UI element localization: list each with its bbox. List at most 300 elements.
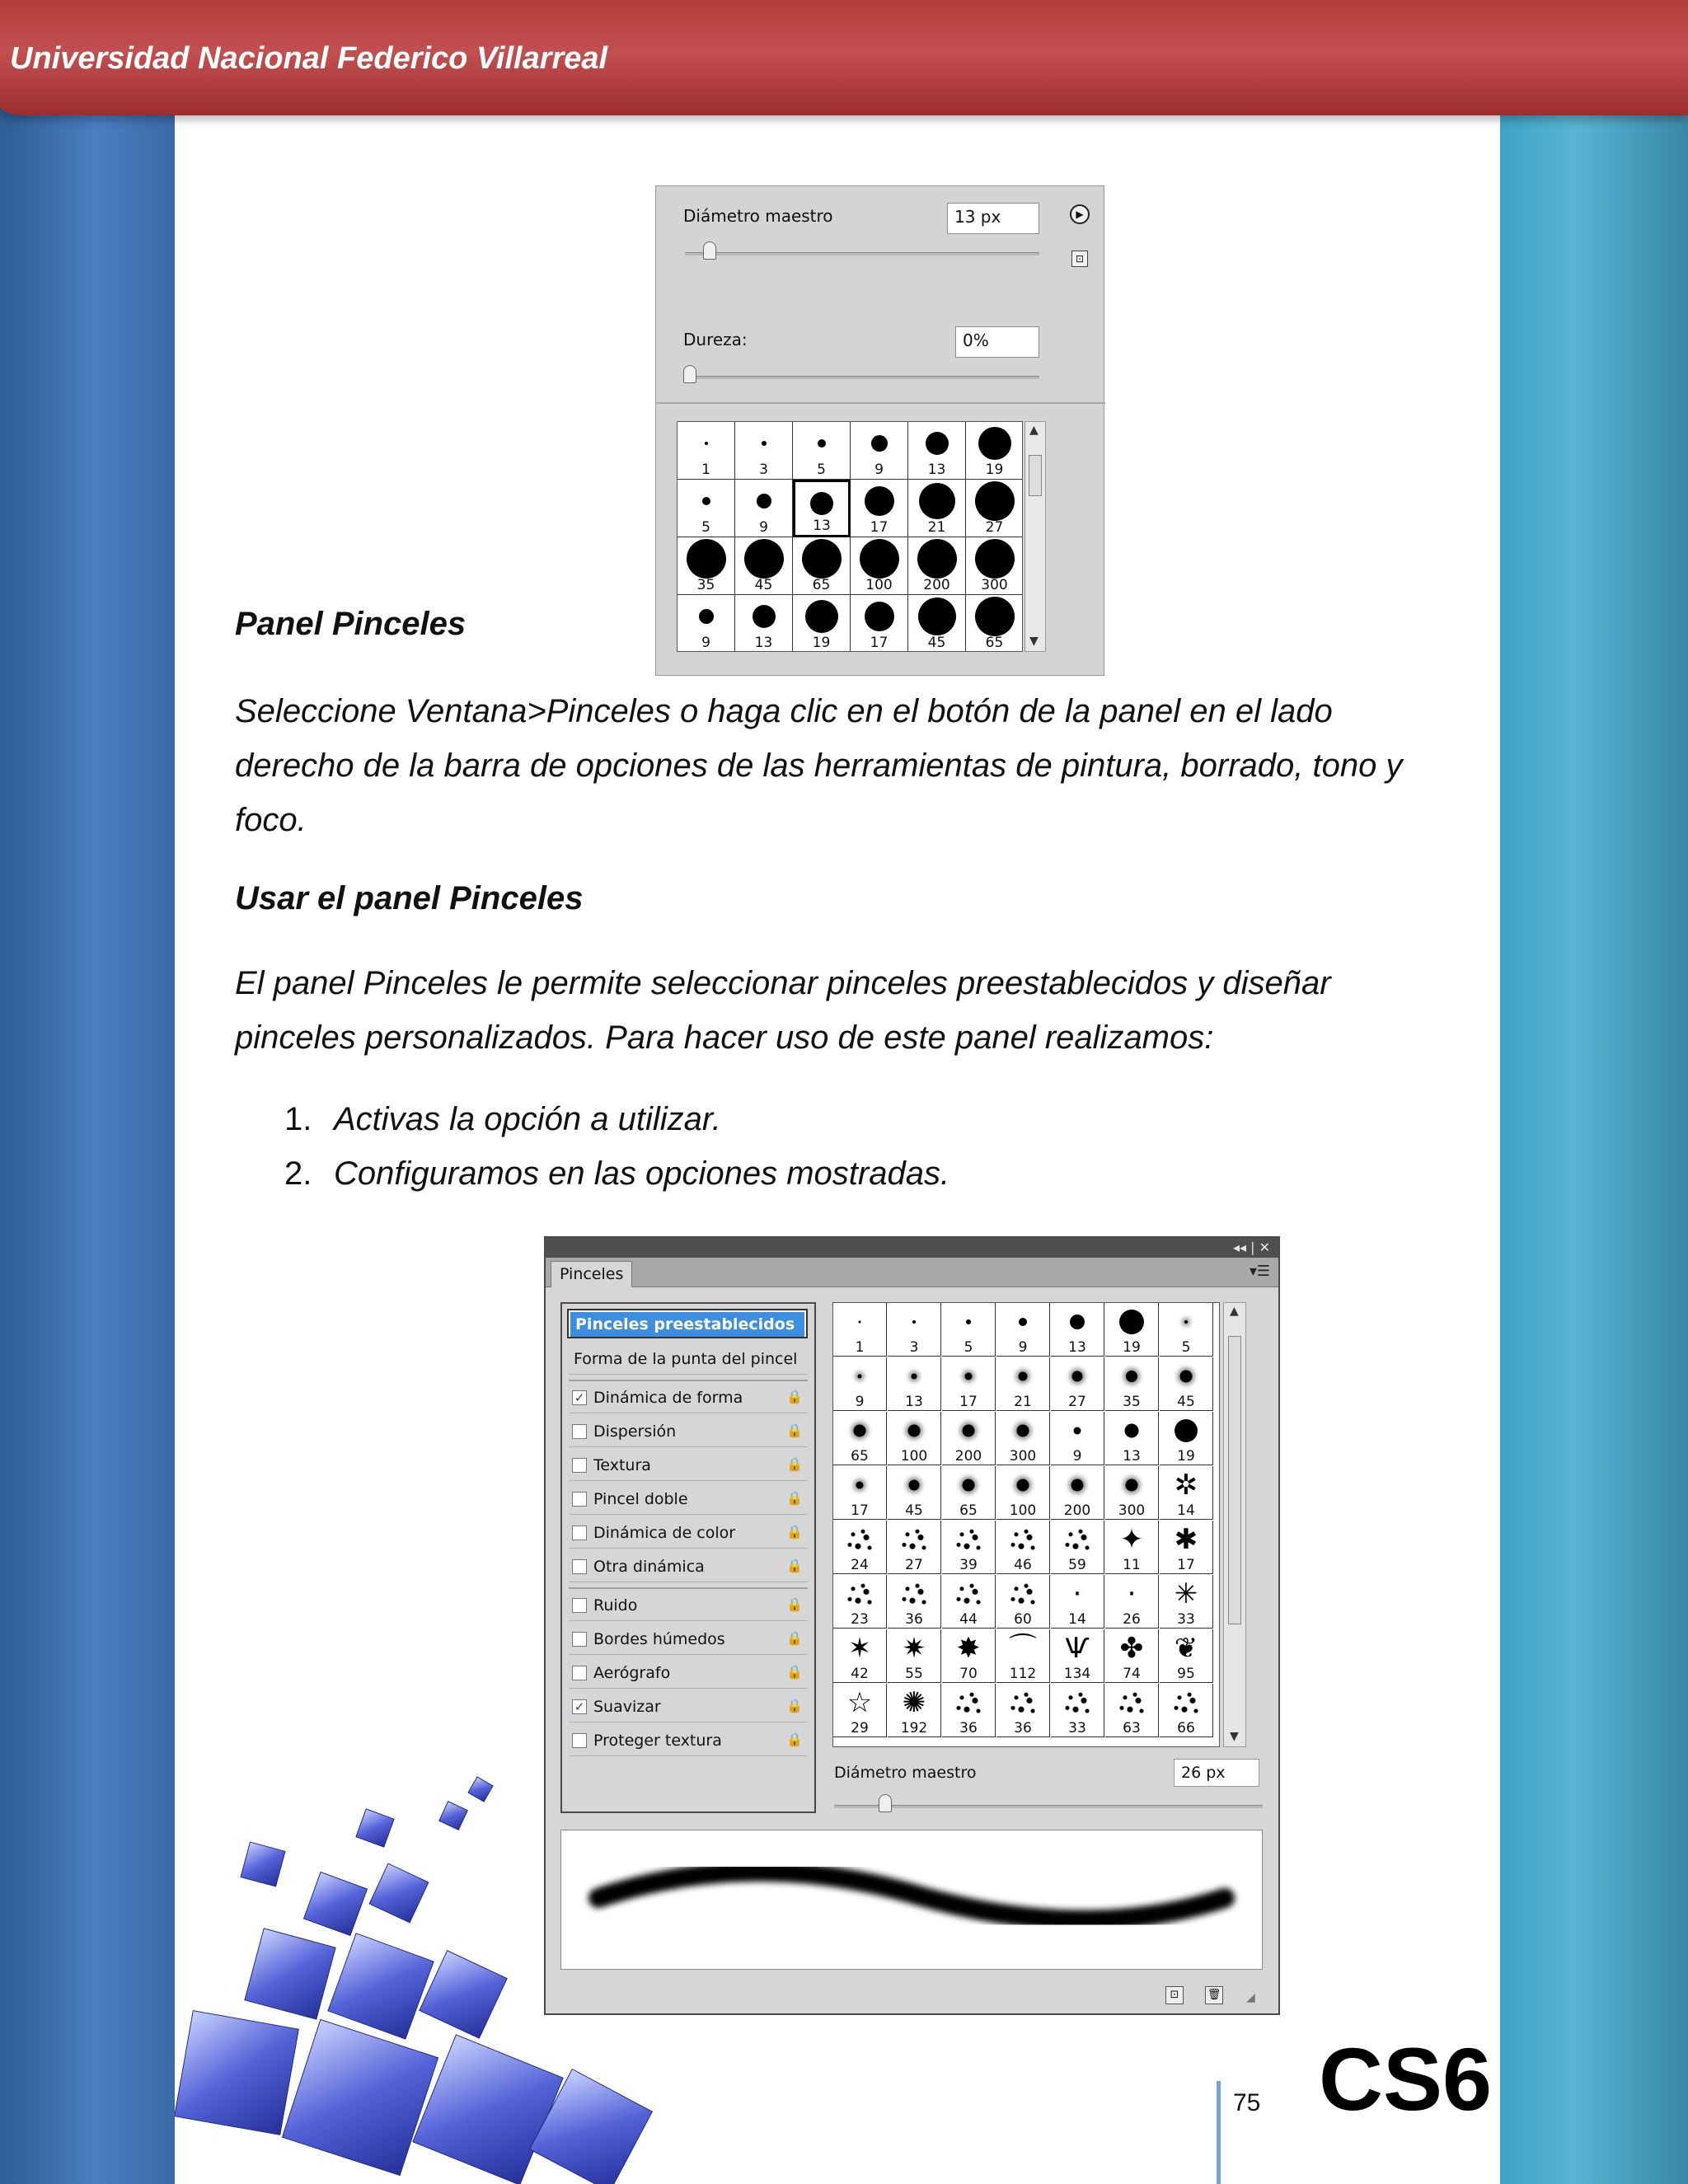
brush-tip-cell[interactable] [1160,1575,1213,1629]
brush-tip-dot [975,597,1015,636]
brush-tip-cell[interactable] [1051,1357,1104,1411]
soft-brush-tip [1126,1479,1138,1492]
brush-size-label: 13 [1123,1448,1141,1465]
textured-brush-tip [898,1526,931,1555]
brush-size-label: 100 [865,577,893,593]
options-separator [569,1587,808,1589]
shape-brush-tip: ☆ [846,1686,873,1719]
brush-tip-dot [918,598,956,635]
hardness-input[interactable]: 0% [955,326,1039,358]
brush-tip-cell[interactable] [942,1357,996,1411]
brush-option-label: Aerógrafo [593,1664,671,1682]
brush-option-label: Forma de la punta del pincel [574,1350,798,1368]
brush-option-row[interactable] [569,1693,808,1722]
brush-size-label: 35 [696,577,715,593]
brush-tip-cell[interactable] [888,1684,941,1737]
brush-size-label: 1 [701,462,710,478]
brush-option-row[interactable] [569,1591,808,1621]
brush-tip-cell[interactable] [942,1629,996,1683]
brush-size-label: 13 [813,518,831,534]
brush-size-label: 63 [1123,1720,1141,1736]
brush-option-row[interactable] [569,1519,808,1549]
diameter-slider-thumb[interactable] [703,241,716,260]
brush-tip-cell[interactable] [833,1629,887,1683]
brush-tip-dot [975,481,1015,521]
brush-preset-cell[interactable] [793,537,851,595]
brush-tip-dot [753,605,776,628]
textured-brush-tip [952,1689,985,1718]
panel-tabbar [546,1258,1278,1287]
panel-menu-arrow-icon[interactable]: ▶ [1070,204,1090,224]
brush-option-label: Otra dinámica [593,1558,705,1576]
brush-option-row[interactable] [569,1384,808,1413]
shape-brush-tip: ✱ [1174,1523,1198,1556]
soft-brush-tip [1071,1479,1084,1492]
brush-tip-dot [762,441,767,446]
brush-size-label: 24 [851,1557,869,1573]
brush-tip-dot [917,539,957,579]
right-decorative-band [1500,91,1688,2184]
brush-size-label: 17 [851,1502,869,1519]
checkbox[interactable] [572,1526,587,1540]
scroll-up-icon[interactable]: ▲ [1230,1305,1239,1318]
brush-preset-cell[interactable] [851,537,908,595]
checkbox-checked[interactable]: ✓ [572,1699,587,1714]
brush-size-label: 27 [905,1557,923,1573]
brush-preset-cell[interactable] [908,537,966,595]
brush-tip-dot [919,483,955,519]
brush-tip-cell[interactable] [1051,1466,1104,1520]
scroll-up-icon[interactable]: ▲ [1029,424,1039,437]
brush-size-label: 45 [905,1502,923,1519]
brush-tip-cell[interactable] [1105,1466,1159,1520]
brush-size-label: 3 [909,1339,919,1356]
brush-tip-dot [860,539,899,579]
brush-size-label: 36 [905,1611,923,1628]
soft-brush-tip [1072,1371,1083,1382]
shape-brush-tip: Ѱ [1065,1632,1090,1665]
textured-brush-tip [1006,1580,1039,1610]
list-text: Configuramos en las opciones mostradas. [334,1155,950,1192]
brush-tip-grid [832,1302,1220,1747]
brush-tip-scrollbar[interactable] [1223,1302,1246,1747]
checkbox[interactable] [572,1598,587,1613]
brush-preset-cell[interactable] [678,480,735,537]
brush-size-label: 200 [1063,1502,1091,1519]
brush-size-label: 17 [1177,1557,1195,1573]
brush-option-row[interactable] [569,1553,808,1582]
list-item [284,1146,950,1201]
heading-usar-panel: Usar el panel Pinceles [235,880,584,916]
brush-tip-cell[interactable] [1051,1412,1104,1465]
brush-tip-dot [702,497,710,505]
brush-size-label: 3 [759,462,768,478]
lock-icon[interactable]: 🔒 [786,1456,803,1472]
list-item [284,1092,950,1146]
lock-icon[interactable]: 🔒 [786,1422,803,1438]
paragraph-2: El panel Pinceles le permite seleccionar pinceles preestablecidos y diseñar pinceles personalizados. Para hacer uso de este panel realizamos: [235,965,1331,1056]
brush-tip-cell[interactable] [888,1629,941,1683]
brush-tip-cell[interactable] [833,1684,887,1737]
soft-brush-tip [963,1479,975,1492]
brush-tip-cell[interactable] [833,1466,887,1520]
checkbox-checked[interactable]: ✓ [572,1390,587,1405]
brush-tip-cell[interactable] [942,1412,996,1465]
brush-tip-cell[interactable] [1051,1629,1104,1683]
brush-preset-cell[interactable] [908,595,966,652]
diameter-label: Diámetro maestro [683,206,833,226]
brush-tip-cell[interactable] [1051,1575,1104,1629]
brush-tip-cell[interactable] [942,1521,996,1574]
trash-icon[interactable]: 🗑 [1205,1986,1223,2004]
brush-option-label: Proteger textura [593,1732,722,1750]
brush-tip-dot [805,600,838,633]
scroll-down-icon[interactable]: ▼ [1230,1730,1239,1743]
lock-icon[interactable]: 🔒 [786,1732,803,1747]
heading-panel-pinceles: Panel Pinceles [235,606,467,642]
textured-brush-tip [952,1580,985,1610]
brush-size-label: 45 [1177,1394,1195,1410]
brush-size-label: 65 [851,1448,869,1465]
shape-brush-tip: ⌒ [1009,1632,1037,1665]
brush-size-label: 1 [855,1339,865,1356]
soft-brush-tip [963,1425,975,1437]
list-text: Activas la opción a utilizar. [334,1101,721,1137]
hard-brush-tip [859,1321,861,1324]
brush-tip-cell[interactable] [833,1357,887,1411]
brush-tip-cell[interactable] [942,1575,996,1629]
brush-size-label: 13 [754,635,773,651]
hard-brush-tip [1074,1427,1081,1435]
brush-tip-cell[interactable] [1105,1684,1159,1737]
brush-size-label: 14 [1068,1611,1086,1628]
brush-preset-cell[interactable] [908,480,966,537]
brush-option-label: Textura [593,1456,651,1474]
brush-preset-cell[interactable] [678,537,735,595]
checkbox[interactable] [572,1733,587,1748]
brush-option-row[interactable] [569,1727,808,1756]
brush-tip-cell[interactable] [996,1466,1050,1520]
brush-tip-cell[interactable] [1105,1629,1159,1683]
textured-brush-tip [1006,1689,1039,1718]
brush-tip-cell[interactable] [888,1521,941,1574]
brush-size-label: 95 [1177,1666,1195,1682]
brush-option-label: Suavizar [593,1698,661,1716]
brush-presets-label: Pinceles preestablecidos [570,1312,804,1337]
brush-size-label: 33 [1177,1611,1195,1628]
brush-size-label: 17 [870,635,889,651]
brush-size-label: 100 [1009,1502,1037,1519]
brush-tip-cell[interactable] [942,1466,996,1520]
brush-tip-dot [687,539,726,579]
checkbox[interactable] [572,1632,587,1647]
brush-size-label: 19 [985,462,1004,478]
brush-tip-cell[interactable] [888,1412,941,1465]
brush-presets-button[interactable] [567,1309,808,1338]
diameter-input[interactable]: 26 px [1174,1759,1259,1787]
soft-brush-tip [1017,1425,1029,1437]
brush-size-label: 23 [851,1611,869,1628]
brush-tip-cell[interactable] [996,1629,1050,1683]
brush-size-label: 65 [812,577,831,593]
shape-brush-tip: ✤ [1119,1632,1144,1665]
brush-tip-dot [926,432,949,455]
diameter-slider-track[interactable] [834,1805,1263,1808]
brush-size-label: 17 [959,1394,978,1410]
brush-tip-cell[interactable] [996,1412,1050,1465]
brush-option-label: Pincel doble [593,1490,688,1508]
textured-brush-tip [843,1526,876,1555]
brush-tip-cell[interactable] [888,1575,941,1629]
brush-size-label: 59 [1068,1557,1086,1573]
brush-tip-dot [699,609,714,624]
brush-option-label: Dinámica de forma [593,1389,743,1407]
brush-size-label: 9 [855,1394,865,1410]
hardness-slider-thumb[interactable] [683,365,696,383]
shape-brush-tip: ❦ [1174,1632,1198,1665]
brush-size-label: 70 [959,1666,978,1682]
brush-size-label: 9 [759,519,768,536]
lock-icon[interactable]: 🔒 [786,1558,803,1573]
brush-tip-cell[interactable] [888,1357,941,1411]
brush-tip-cell[interactable] [1105,1303,1159,1357]
brush-tip-cell[interactable] [1051,1521,1104,1574]
brush-size-label: 9 [874,462,884,478]
brush-tip-cell[interactable] [888,1303,941,1357]
brush-tip-dot [744,539,784,579]
soft-brush-tip [1184,1320,1188,1324]
brush-tip-cell[interactable] [996,1521,1050,1574]
brush-size-label: 11 [1123,1557,1141,1573]
hard-brush-tip [1019,1318,1027,1326]
brush-preset-cell[interactable] [966,537,1023,595]
brush-size-label: 13 [1068,1339,1086,1356]
checkbox[interactable] [572,1559,587,1574]
brush-size-label: 5 [964,1339,973,1356]
soft-brush-tip [854,1425,866,1437]
brush-preset-cell[interactable] [793,480,851,537]
brush-tip-dot [757,494,771,509]
brush-preset-cell[interactable] [966,595,1023,652]
brush-size-label: 46 [1014,1557,1032,1573]
soft-brush-tip [912,1374,917,1380]
brush-preset-cell[interactable] [735,595,793,652]
brush-tip-cell[interactable] [1051,1684,1104,1737]
brush-size-label: 17 [870,519,889,536]
shape-brush-tip: ✷ [902,1632,926,1665]
lock-icon[interactable]: 🔒 [786,1630,803,1646]
brush-tip-cell[interactable] [996,1575,1050,1629]
soft-brush-tip [1180,1371,1193,1383]
brush-size-label: 21 [927,519,946,536]
brush-option-row[interactable] [569,1451,808,1481]
list-number: 2. [284,1155,312,1192]
checkbox[interactable] [572,1458,587,1473]
brush-tip-dot [818,439,826,448]
lock-icon[interactable]: 🔒 [786,1698,803,1713]
brush-tip-dot [975,539,1015,579]
brush-option-row[interactable] [569,1418,808,1447]
brush-options-list [560,1302,816,1813]
lock-icon[interactable]: 🔒 [786,1389,803,1404]
panel-divider [656,402,1105,404]
brush-tip-cell[interactable] [996,1303,1050,1357]
brush-option-row[interactable] [569,1659,808,1689]
tab-pinceles[interactable]: Pinceles [551,1261,632,1287]
cs6-logo: CS6 [1319,2029,1493,2129]
brush-preset-cell[interactable] [735,537,793,595]
shape-brush-tip: ✲ [1174,1469,1198,1502]
hard-brush-tip [1175,1419,1198,1442]
brush-size-label: 9 [1072,1448,1082,1465]
brush-tip-cell[interactable] [833,1412,887,1465]
brush-size-label: 35 [1123,1394,1141,1410]
checkbox[interactable] [572,1666,587,1680]
checkbox[interactable] [572,1492,587,1507]
hard-brush-tip [1125,1424,1139,1438]
brush-preset-cell[interactable] [735,422,793,480]
brush-tip-cell[interactable] [1160,1466,1213,1520]
diameter-slider-track[interactable] [685,252,1039,255]
brush-preset-cell[interactable] [851,480,908,537]
brush-preset-cell[interactable] [851,422,908,480]
textured-brush-tip [1170,1689,1203,1718]
brush-size-label: 55 [905,1666,923,1682]
brush-tip-cell[interactable] [996,1357,1050,1411]
brush-tip-cell[interactable] [1160,1357,1213,1411]
brush-tip-dot [865,486,894,516]
brush-size-label: 42 [851,1666,869,1682]
brush-tip-dot [978,427,1011,460]
brush-preset-cell[interactable] [966,480,1023,537]
brush-preset-cell[interactable] [908,422,966,480]
soft-brush-tip [909,1480,920,1491]
panel-menu-icon[interactable]: ▾☰ [1249,1263,1270,1280]
brush-tip-cell[interactable] [833,1521,887,1574]
brush-size-label: 200 [954,1448,982,1465]
brush-size-label: 300 [1009,1448,1037,1465]
shape-brush-tip: · [1127,1577,1137,1610]
brush-preset-cell[interactable] [678,595,735,652]
new-preset-icon[interactable]: ⊡ [1071,251,1088,267]
brush-size-label: 36 [959,1720,978,1736]
brush-size-label: 65 [985,635,1004,651]
brush-tip-dot [865,602,894,631]
brush-size-label: 33 [1068,1720,1086,1736]
diameter-label: Diámetro maestro [834,1764,977,1782]
lock-icon[interactable]: 🔒 [786,1490,803,1506]
brush-size-label: 39 [959,1557,978,1573]
soft-brush-tip [908,1425,921,1437]
brush-tip-cell[interactable] [833,1303,887,1357]
textured-brush-tip [1115,1689,1148,1718]
shape-brush-tip: ✦ [1119,1523,1144,1556]
brush-size-label: 19 [1177,1448,1195,1465]
scroll-thumb[interactable] [1228,1336,1241,1624]
brush-tip-cell[interactable] [1105,1357,1159,1411]
scroll-down-icon[interactable]: ▼ [1029,635,1039,648]
brush-grid-scrollbar[interactable] [1025,421,1046,652]
brush-size-label: 65 [959,1502,978,1519]
soft-brush-tip [965,1373,973,1380]
steps-list [284,1092,950,1201]
new-brush-icon[interactable]: ⊡ [1165,1986,1184,2004]
shape-brush-tip: ✳ [1174,1577,1198,1610]
lock-icon[interactable]: 🔒 [786,1596,803,1612]
resize-grip-icon[interactable]: ◢ [1246,1991,1255,2004]
paragraph-1: Seleccione Ventana>Pinceles o haga clic en el botón de la panel en el lado derecho de la barra de opciones de las herramientas de pintura, borrado, tono y foco. [235,693,1403,838]
brush-preset-cell[interactable] [793,422,851,480]
collapse-close-icon[interactable]: ◂◂ | ✕ [1232,1240,1270,1255]
brush-tip-cell[interactable] [1105,1575,1159,1629]
brush-size-label: 19 [812,635,831,651]
brush-tip-cell[interactable] [942,1684,996,1737]
brush-size-label: 100 [900,1448,928,1465]
brush-preset-cell[interactable] [735,480,793,537]
brush-tip-cell[interactable] [1160,1521,1213,1574]
brush-tip-dot [802,539,842,579]
hardness-slider-track[interactable] [685,376,1039,379]
soft-brush-tip [1019,1372,1028,1381]
brush-tip-dot [810,492,833,515]
soft-brush-tip [1126,1371,1137,1382]
brush-preset-cell[interactable] [678,422,735,480]
brush-size-label: 45 [754,577,773,593]
textured-brush-tip [1061,1526,1094,1555]
brush-size-label: 134 [1063,1666,1091,1682]
left-decorative-band [0,91,175,2184]
brush-tip-dot [705,442,708,445]
brush-size-label: 5 [701,519,710,536]
brush-size-label: 300 [981,577,1008,593]
brush-tip-cell[interactable] [888,1466,941,1520]
brush-tip-cell[interactable] [1160,1629,1213,1683]
brush-tip-cell[interactable] [996,1684,1050,1737]
brush-size-label: 29 [851,1720,869,1736]
brush-tip-cell[interactable] [1160,1684,1213,1737]
brush-preset-cell[interactable] [966,422,1023,480]
scroll-thumb[interactable] [1029,455,1042,496]
lock-icon[interactable]: 🔒 [786,1524,803,1540]
brush-option-row[interactable] [569,1485,808,1515]
brush-size-label: 44 [959,1611,978,1628]
brush-size-label: 36 [1014,1720,1032,1736]
brush-option-row[interactable] [569,1345,808,1375]
brush-option-label: Ruido [593,1596,638,1615]
brush-option-row[interactable] [569,1625,808,1655]
brush-tip-cell[interactable] [1160,1303,1213,1357]
brush-tip-cell[interactable] [1160,1412,1213,1465]
brush-tip-cell[interactable] [942,1303,996,1357]
hard-brush-tip [912,1320,916,1324]
diameter-input[interactable]: 13 px [947,203,1039,234]
brush-preset-cell[interactable] [851,595,908,652]
checkbox[interactable] [572,1424,587,1439]
brush-tip-cell[interactable] [833,1575,887,1629]
brush-size-label: 5 [1181,1339,1191,1356]
brush-tip-cell[interactable] [1051,1303,1104,1357]
shape-brush-tip: ✺ [902,1686,926,1719]
brush-size-label: 26 [1123,1611,1141,1628]
options-separator [569,1380,808,1381]
brush-tip-cell[interactable] [1105,1412,1159,1465]
brush-preset-cell[interactable] [793,595,851,652]
diameter-slider-thumb[interactable] [879,1794,892,1812]
soft-brush-tip [858,1375,862,1379]
lock-icon[interactable]: 🔒 [786,1664,803,1680]
brush-size-label: 45 [927,635,946,651]
brush-tip-cell[interactable] [1105,1521,1159,1574]
